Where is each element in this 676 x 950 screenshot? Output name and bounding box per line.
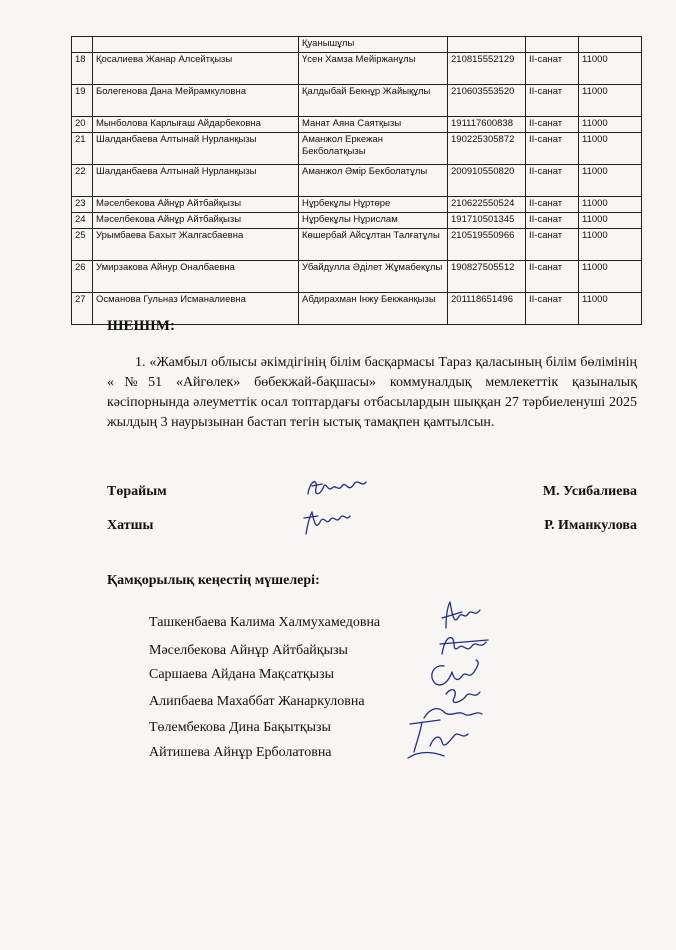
child-name: Үсен Хамза Мейіржанұлы [299, 53, 448, 85]
child-name: Көшербай Айсұлтан Талғатұлы [299, 229, 448, 261]
parent-name: Мәселбекова Айнұр Айтбайқызы [93, 213, 299, 229]
child-name: Убайдулла Әділет Жұмабекұлы [299, 261, 448, 293]
category: ІІ-санат [526, 117, 579, 133]
child-name: Аманжол Әмір Бекболатұлы [299, 165, 448, 197]
parent-name: Мынболова Карлығаш Айдарбековна [93, 117, 299, 133]
chair-signature [300, 474, 370, 504]
child-name: Абдирахман Інжу Бекжанқызы [299, 293, 448, 325]
table-row [72, 261, 642, 293]
member-signature-5 [400, 710, 475, 765]
table-row [72, 133, 642, 165]
secretary-signature [300, 508, 370, 540]
child-name: Манат Аяна Саятқызы [299, 117, 448, 133]
amount [579, 37, 642, 53]
row-number: 20 [72, 117, 93, 133]
table-row [72, 229, 642, 261]
row-number: 19 [72, 85, 93, 117]
table-row [72, 213, 642, 229]
category: ІІ-санат [526, 133, 579, 165]
amount: 11000 [579, 261, 642, 293]
category: ІІ-санат [526, 53, 579, 85]
iin: 210603553520 [448, 85, 526, 117]
iin: 210519550966 [448, 229, 526, 261]
member-name: Саршаева Айдана Мақсатқызы [149, 667, 335, 682]
secretary-role: Хатшы [107, 518, 154, 533]
category: ІІ-санат [526, 197, 579, 213]
category: ІІ-санат [526, 261, 579, 293]
decision-body: 1. «Жамбыл облысы әкімдігінің білім басқармасы Тараз қаласының білім бөлімінің «№51 «Айгөлек» бөбекжай-бақшасы» коммуналдық мемлекеттік қазыналық кәсіпорнында әлеуметтік осал топтардағы отбасылардын шыққан 27 тәрбиеленуші 2025 жылдың 3 наурызынан бастап тегін ыстық тамақпен қамтылсын. [107, 355, 637, 430]
category: ІІ-санат [526, 165, 579, 197]
amount: 11000 [579, 133, 642, 165]
parent-name: Шалданбаева Алтынай Нурланқызы [93, 165, 299, 197]
amount: 11000 [579, 165, 642, 197]
member-name: Төлембекова Дина Бақытқызы [149, 720, 331, 735]
iin: 210622550524 [448, 197, 526, 213]
iin: 190827505512 [448, 261, 526, 293]
iin: 210815552129 [448, 53, 526, 85]
parent-name: Мәселбекова Айнұр Айтбайқызы [93, 197, 299, 213]
amount: 11000 [579, 117, 642, 133]
secretary-name: Р. Иманкулова [544, 518, 637, 533]
chair-name: М. Усибалиева [542, 484, 637, 499]
row-number: 24 [72, 213, 93, 229]
amount: 11000 [579, 197, 642, 213]
category: ІІ-санат [526, 85, 579, 117]
iin: 191117600838 [448, 117, 526, 133]
child-name: Нұрбекұлы Нұртөре [299, 197, 448, 213]
child-name: Нұрбекұлы Нұрислам [299, 213, 448, 229]
row-number: 22 [72, 165, 93, 197]
category: ІІ-санат [526, 213, 579, 229]
row-number: 21 [72, 133, 93, 165]
row-number: 26 [72, 261, 93, 293]
row-number: 23 [72, 197, 93, 213]
category: ІІ-санат [526, 229, 579, 261]
table-row [72, 197, 642, 213]
parent-name: Шалданбаева Алтынай Нурланқызы [93, 133, 299, 165]
parent-name: Урымбаева Бахыт Жалгасбаевна [93, 229, 299, 261]
parent-name: Болегенова Дана Мейрамкуловна [93, 85, 299, 117]
child-name: Аманжол Еркежан Бекболатқызы [299, 133, 448, 165]
parent-name: Қосалиева Жанар Алсейтқызы [93, 53, 299, 85]
iin: 201118651496 [448, 293, 526, 325]
members-title: Қамқорылық кеңестің мүшелері: [107, 573, 320, 588]
decision-heading: ШЕШІМ: [107, 318, 175, 334]
row-number: 25 [72, 229, 93, 261]
row-number: 27 [72, 293, 93, 325]
parent-name: Османова Гульназ Исманалиевна [93, 293, 299, 325]
member-name: Мәселбекова Айнұр Айтбайқызы [149, 643, 348, 658]
iin: 190225305872 [448, 133, 526, 165]
child-name: Қалдыбай Бекнұр Жайықұлы [299, 85, 448, 117]
parent-name [93, 37, 299, 53]
row-number: 18 [72, 53, 93, 85]
chair-role: Төрайым [107, 484, 167, 499]
category: ІІ-санат [526, 293, 579, 325]
member-name: Ташкенбаева Калима Халмухамедовна [149, 615, 381, 630]
amount: 11000 [579, 293, 642, 325]
iin [448, 37, 526, 53]
member-name: Алипбаева Махаббат Жанаркуловна [149, 694, 365, 709]
amount: 11000 [579, 213, 642, 229]
table-row [72, 85, 642, 117]
table-row [72, 117, 642, 133]
amount: 11000 [579, 53, 642, 85]
children-table [71, 36, 642, 325]
member-name: Айтишева Айнұр Ерболатовна [149, 745, 332, 760]
child-name: Қуанышұлы [299, 37, 448, 53]
iin: 191710501345 [448, 213, 526, 229]
iin: 200910550820 [448, 165, 526, 197]
table-row [72, 53, 642, 85]
amount: 11000 [579, 85, 642, 117]
amount: 11000 [579, 229, 642, 261]
decision-text [107, 353, 637, 433]
table-row [72, 37, 642, 53]
row-number [72, 37, 93, 53]
parent-name: Умирзакова Айнур Оналбаевна [93, 261, 299, 293]
table-row [72, 165, 642, 197]
category [526, 37, 579, 53]
